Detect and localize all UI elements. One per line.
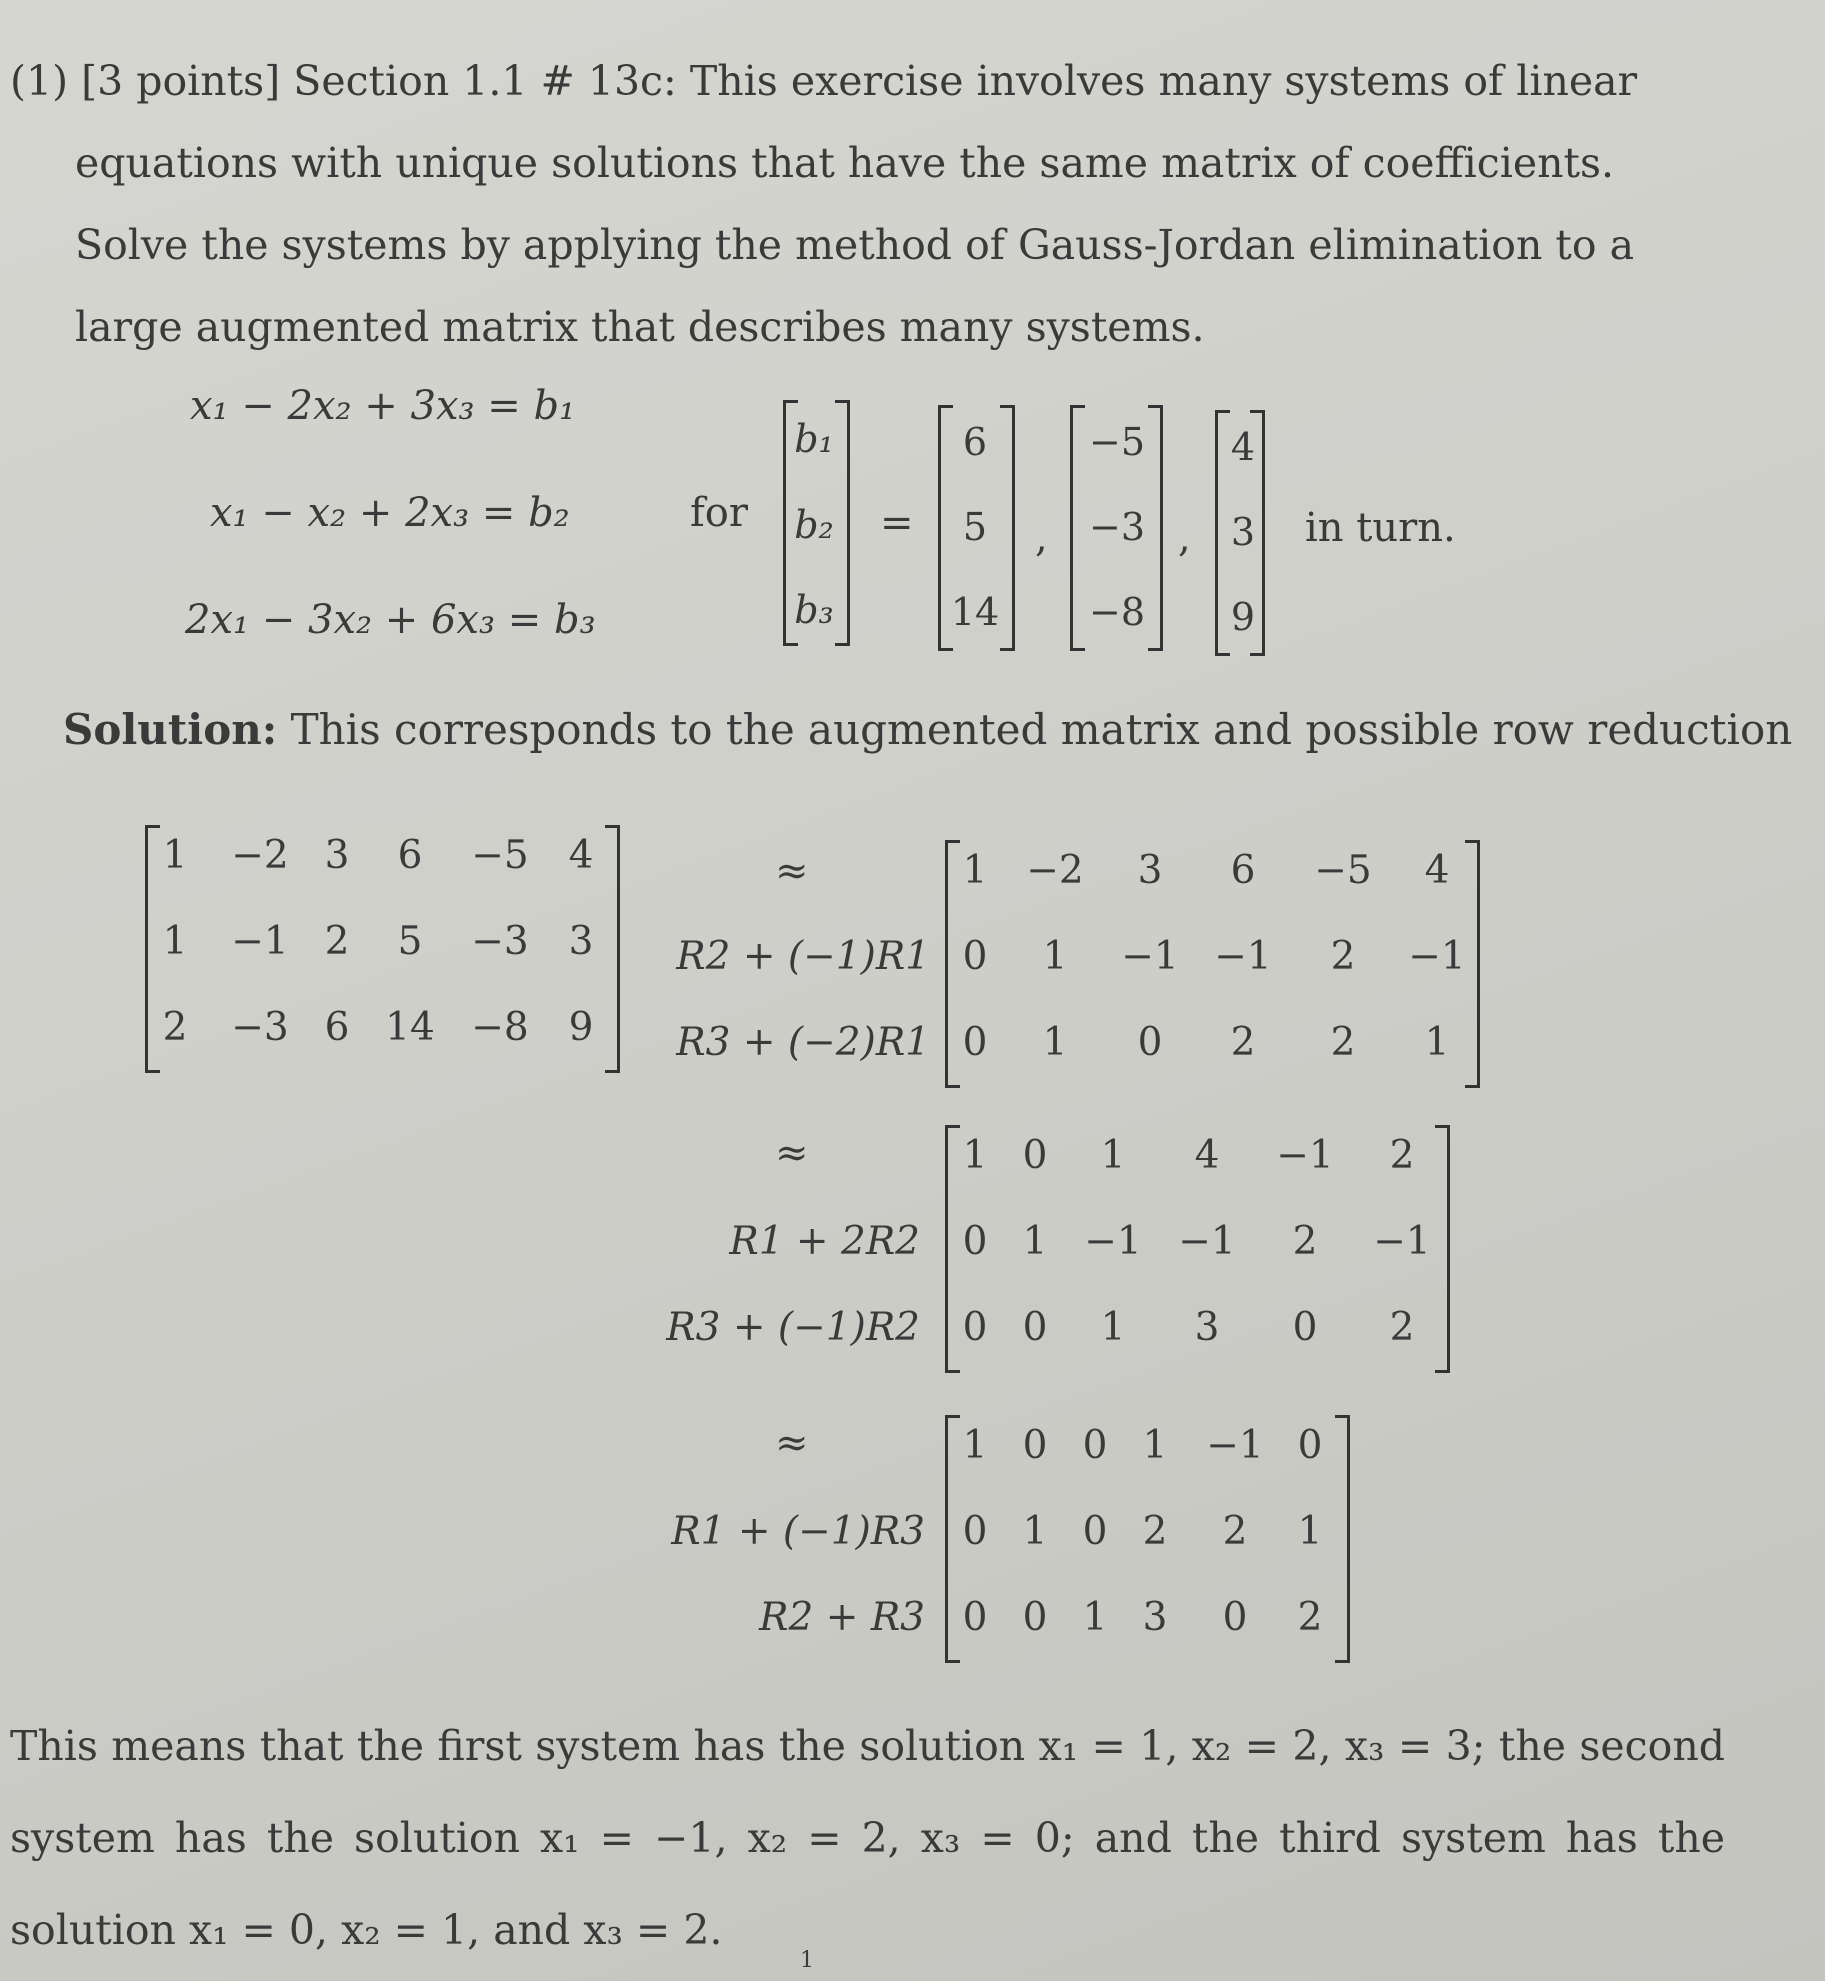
- solution-intro-text: This corresponds to the augmented matrix and possible row reduction: [290, 705, 1793, 754]
- rhs-vector-entry: 6: [962, 420, 988, 464]
- conclusion-text: This means that the first system has the solution x₁ = 1, x₂ = 2, x₃ = 3; the second system has the solution x₁ = −1, x₂ = 2, x₃ = 0; and the third system has the solution x₁ = 0, x₂ = 1, and x₃ = 2.: [10, 1722, 1725, 1954]
- comma: ,: [1035, 515, 1048, 561]
- augmented-matrix-entry: 9: [568, 1005, 594, 1050]
- augmented-matrix-entry: −8: [471, 1005, 529, 1050]
- equation-3: 2x₁ − 3x₂ + 6x₃ = b₃: [185, 597, 596, 643]
- step2-matrix-entry: −1: [1178, 1219, 1236, 1264]
- approx-sign: ≈: [775, 1420, 809, 1466]
- rhs-vector-entry: 4: [1230, 425, 1256, 469]
- augmented-matrix-entry: −3: [471, 919, 529, 964]
- step2-matrix-entry: 0: [1022, 1305, 1048, 1350]
- step1-matrix-entry: 1: [962, 848, 988, 893]
- step1-matrix-entry: −5: [1314, 848, 1372, 893]
- step3-matrix-entry: 1: [1297, 1509, 1323, 1554]
- step2-matrix-entry: 0: [962, 1305, 988, 1350]
- rhs-vector-entry: 3: [1230, 510, 1256, 554]
- step1-matrix-entry: 2: [1330, 934, 1356, 979]
- for-label: for: [690, 490, 749, 536]
- approx-sign: ≈: [775, 848, 809, 894]
- problem-text: This exercise involves many systems of linear equations with unique solutions that have the same matrix of coefficients. Solve the systems by applying the method of Gauss-Jordan elimination to a large augmented matrix that describes many systems.: [75, 57, 1638, 351]
- step2-matrix-entry: −1: [1373, 1219, 1431, 1264]
- step3-matrix-entry: 0: [1082, 1423, 1108, 1468]
- step2-matrix-right-bracket: [1435, 1125, 1450, 1373]
- rhs-vector-entry: −5: [1088, 420, 1146, 464]
- equation-2: x₁ − x₂ + 2x₃ = b₂: [210, 490, 570, 536]
- equals-sign: =: [880, 500, 914, 546]
- step1-matrix-entry: 0: [1137, 1020, 1163, 1065]
- rhs-vector-entry: 5: [962, 505, 988, 549]
- step3-matrix-entry: 0: [1297, 1423, 1323, 1468]
- b-vector-entry: b₂: [794, 503, 834, 547]
- step3-matrix-entry: 0: [962, 1595, 988, 1640]
- step1-matrix-entry: 3: [1137, 848, 1163, 893]
- augmented-matrix-entry: 2: [162, 1005, 188, 1050]
- rhs-vector-entry: −8: [1088, 590, 1146, 634]
- step1-matrix-entry: −2: [1026, 848, 1084, 893]
- step3-matrix-entry: 1: [1022, 1509, 1048, 1554]
- step3-matrix-entry: 1: [1082, 1595, 1108, 1640]
- row-operation: R2 + (−1)R1: [676, 934, 930, 979]
- step3-matrix-entry: 2: [1142, 1509, 1168, 1554]
- step3-matrix-entry: 1: [1142, 1423, 1168, 1468]
- step2-matrix-entry: 1: [1100, 1133, 1126, 1178]
- row-operation: R3 + (−2)R1: [676, 1020, 930, 1065]
- step3-matrix-entry: 1: [962, 1423, 988, 1468]
- augmented-matrix-entry: 3: [324, 833, 350, 878]
- step1-matrix-entry: 0: [962, 934, 988, 979]
- step2-matrix-entry: 0: [962, 1219, 988, 1264]
- step1-matrix-entry: 1: [1042, 934, 1068, 979]
- conclusion-paragraph: [10, 1700, 1725, 1976]
- step1-matrix-entry: 0: [962, 1020, 988, 1065]
- augmented-matrix-entry: 1: [162, 919, 188, 964]
- augmented-matrix-entry: 4: [568, 833, 594, 878]
- augmented-matrix-entry: −1: [231, 919, 289, 964]
- augmented-matrix-entry: 6: [397, 833, 423, 878]
- step2-matrix-entry: 2: [1389, 1305, 1415, 1350]
- step2-matrix-entry: −1: [1084, 1219, 1142, 1264]
- b-vector-entry: b₁: [794, 417, 834, 461]
- step1-matrix-entry: 1: [1042, 1020, 1068, 1065]
- step1-matrix-entry: −1: [1214, 934, 1272, 979]
- step2-matrix-entry: −1: [1276, 1133, 1334, 1178]
- augmented-matrix-entry: −5: [471, 833, 529, 878]
- problem-section: Section 1.1 # 13c:: [293, 57, 677, 105]
- step3-matrix-entry: 0: [1022, 1595, 1048, 1640]
- augmented-matrix-entry: −2: [231, 833, 289, 878]
- step2-matrix-entry: 3: [1194, 1305, 1220, 1350]
- step3-matrix-entry: 2: [1297, 1595, 1323, 1640]
- equation-1: x₁ − 2x₂ + 3x₃ = b₁: [190, 383, 576, 429]
- augmented-matrix-entry: 6: [324, 1005, 350, 1050]
- row-operation: R2 + R3: [759, 1595, 925, 1640]
- row-operation: R3 + (−1)R2: [666, 1305, 920, 1350]
- step2-matrix-entry: 2: [1292, 1219, 1318, 1264]
- step3-matrix-entry: 2: [1222, 1509, 1248, 1554]
- step2-matrix-entry: 0: [1022, 1133, 1048, 1178]
- step3-matrix-entry: 0: [1222, 1595, 1248, 1640]
- solution-label: Solution:: [63, 705, 278, 754]
- comma: ,: [1178, 515, 1191, 561]
- step1-matrix-entry: 6: [1230, 848, 1256, 893]
- step3-matrix-entry: 3: [1142, 1595, 1168, 1640]
- step2-matrix-entry: 1: [962, 1133, 988, 1178]
- rhs-vector-entry: −3: [1088, 505, 1146, 549]
- step1-matrix-entry: −1: [1408, 934, 1466, 979]
- step2-matrix-entry: 1: [1100, 1305, 1126, 1350]
- step3-matrix-entry: 0: [1082, 1509, 1108, 1554]
- rhs-vector-entry: 9: [1230, 595, 1256, 639]
- augmented-matrix-entry: 5: [397, 919, 423, 964]
- step1-matrix-entry: 2: [1230, 1020, 1256, 1065]
- step2-matrix-entry: 4: [1194, 1133, 1220, 1178]
- row-operation: R1 + (−1)R3: [671, 1509, 925, 1554]
- augmented-matrix-entry: 2: [324, 919, 350, 964]
- step3-matrix-entry: 0: [962, 1509, 988, 1554]
- step1-matrix-entry: 1: [1424, 1020, 1450, 1065]
- step1-matrix-entry: −1: [1121, 934, 1179, 979]
- augmented-matrix-entry: 14: [385, 1005, 435, 1050]
- step1-matrix-entry: 2: [1330, 1020, 1356, 1065]
- step2-matrix-entry: 1: [1022, 1219, 1048, 1264]
- page-number: 1: [800, 1948, 814, 1973]
- problem-label: (1) [3 points]: [10, 57, 281, 105]
- rhs-vector-entry: 14: [950, 590, 1000, 634]
- step2-matrix-entry: 2: [1389, 1133, 1415, 1178]
- in-turn-label: in turn.: [1305, 505, 1456, 551]
- step3-matrix-entry: −1: [1206, 1423, 1264, 1468]
- row-operation: R1 + 2R2: [729, 1219, 920, 1264]
- augmented-matrix-entry: 1: [162, 833, 188, 878]
- b-vector-entry: b₃: [794, 588, 834, 632]
- augmented-matrix-entry: 3: [568, 919, 594, 964]
- augmented-matrix-entry: −3: [231, 1005, 289, 1050]
- problem-paragraph: [10, 40, 1715, 368]
- approx-sign: ≈: [775, 1130, 809, 1176]
- step3-matrix-entry: 0: [1022, 1423, 1048, 1468]
- solution-intro: [63, 705, 1792, 754]
- step2-matrix-entry: 0: [1292, 1305, 1318, 1350]
- step1-matrix-entry: 4: [1424, 848, 1450, 893]
